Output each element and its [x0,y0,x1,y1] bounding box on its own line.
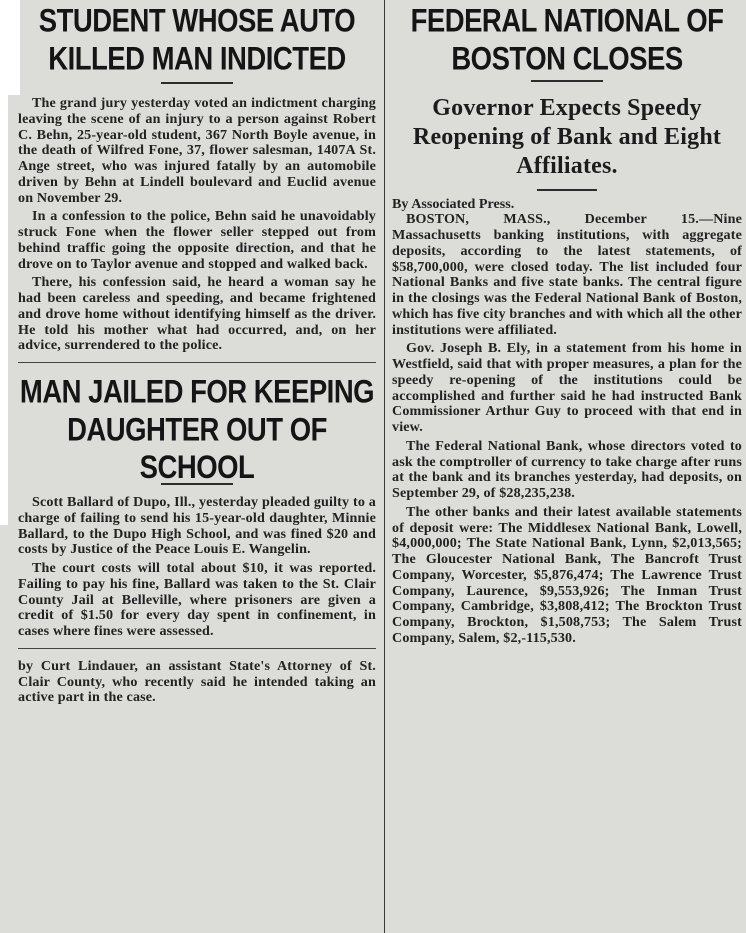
article-3-headline: FEDERAL NATIONAL OF BOSTON CLOSES [410,2,724,77]
article-1-paragraph: In a confession to the police, Behn said he unavoidably struck Fone when the flower seller stepped out from behind traffic going the opposite direction, and that he drove on to Taylor avenue and stopped and walked back. [18,208,376,272]
article-1-paragraph: There, his confession said, he heard a woman say he had been careless and speeding, and became frightened and drove home without identifying himself as the driver. He told his mother what had occurred, and, on her advice, surrendered to the police. [18,274,376,354]
fragment-paragraph: by Curt Lindauer, an assistant State's Attorney of St. Clair County, who recently said he intended taking an active part in the case. [18,657,376,706]
article-3-paragraph: Gov. Joseph B. Ely, in a statement from his home in Westfield, said that with proper measures, a plan for the speedy re-opening of the institutions could be accomplished and further said he had instructed Bank Commissioner Arthur Guy to proceed with that end in view. [392,340,742,435]
article-3-subhead: Governor Expects Speedy Reopening of Bank and Eight Affiliates. [412,95,722,179]
article-1-paragraph: The grand jury yesterday voted an indictment charging leaving the scene of an injury to a person against Robert C. Behn, 25-year-old student, 367 North Boyle avenue, in the death of Wilfred Fone, 37, flower salesman, 1407A St. Ange street, who was injured fatally by an automobile driven by Behn at Lindell boulevard and Euclid avenue on November 29. [18,95,376,206]
article-1-headline: STUDENT WHOSE AUTO KILLED MAN INDICTED [38,2,356,77]
headline-rule [531,80,603,82]
article-3-paragraph: The other banks and their latest available statements of deposit were: The Middlesex National Bank, Lowell, $4,000,000; The State National Bank, Lynn, $2,013,565; The Gloucester National Bank, The Bancroft Trust Company, Worcester, $5,876,474; The Lawrence Trust Company, Laurence, $9,553,926; The Inman Trust Company, Cambridge, $3,808,412; The Brockton Trust Company, Brockton, $1,508,753; The Salem Trust Company, Salem, $2,-115,530. [392,503,742,646]
article-2-headline: MAN JAILED FOR KEEPING DAUGHTER OUT OF SCHOOL [19,373,375,486]
right-column [392,0,742,650]
article-1-body [18,96,376,354]
headline-rule [161,82,233,84]
article-2-body [18,495,376,640]
article-3-paragraph: The Federal National Bank, whose directors voted to ask the comptroller of currency to take charge after runs at the bank and its branches yesterday, had deposits, on September 29, of $28,235,238. [392,437,742,501]
column-divider [384,0,385,933]
byline: By Associated Press. [392,195,515,212]
article-3-paragraph: BOSTON, MASS., December 15.—Nine Massachusetts banking institutions, with aggregate deposits, according to the latest statements, of $58,700,000, were closed today. The list included four National Banks and five state banks. The central figure in the closings was the Federal National Bank of Boston, which has five city branches and with which all the other institutions were affiliated. [392,211,742,338]
article-divider [18,362,376,363]
page-margin-corner [0,0,20,95]
page-margin-strip [0,95,8,525]
continued-fragment [18,659,376,706]
article-3-body [392,212,742,646]
subhead-rule [537,189,597,191]
article-divider [18,648,376,649]
article-2-paragraph: Scott Ballard of Dupo, Ill., yesterday pleaded guilty to a charge of failing to send his 15-year-old daughter, Minnie Ballard, to the Dupo High School, and was fined $20 and costs by Justice of the Peace Louis E. Wangelin. [18,494,376,558]
left-column [18,0,376,709]
article-2-paragraph: The court costs will total about $10, it was reported. Failing to pay his fine, Ballard was taken to the St. Clair County Jail at Belleville, where prisoners are given a credit of $1.50 for every day spent in confinement, in cases where fines were assessed. [18,560,376,639]
